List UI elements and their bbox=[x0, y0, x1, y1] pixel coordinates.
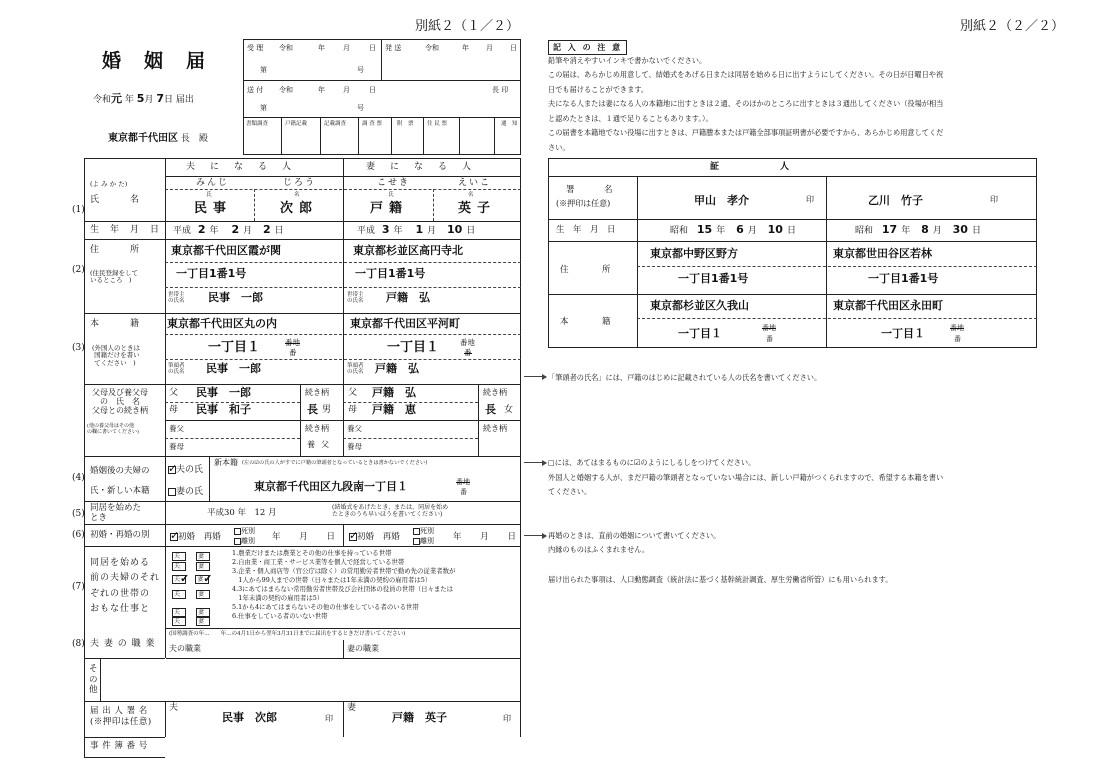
wife-householder: 戸籍 弘 bbox=[386, 291, 430, 304]
husband-father: 民事 一郎 bbox=[196, 386, 251, 399]
wife-column-header: 妻 に な る 人 bbox=[366, 162, 475, 172]
witness-1-address-1: 東京都中野区野方 bbox=[650, 247, 738, 260]
husband-kana-first: じろう bbox=[283, 178, 317, 188]
witness-2-honseki-2: 一丁目１ bbox=[881, 327, 925, 340]
witness-table bbox=[548, 158, 1037, 348]
wife-mother: 戸籍 恵 bbox=[372, 403, 416, 416]
husband-signature: 民事 次郎 bbox=[222, 711, 277, 724]
witness-2-birth: 昭和 17 年 8 月 30 日 bbox=[855, 223, 981, 236]
page-1-label: 別紙２（１／２） bbox=[415, 19, 520, 34]
wife-remarriage[interactable]: ✓ 初婚 再婚 bbox=[349, 530, 400, 542]
wife-father: 戸籍 弘 bbox=[372, 386, 416, 399]
wife-surname-choice[interactable]: 妻の氏 bbox=[168, 484, 203, 497]
witness-1-birth: 昭和 15 年 6 月 10 日 bbox=[670, 223, 796, 236]
wife-kana-first: えいこ bbox=[458, 178, 492, 188]
husband-surname-choice[interactable]: ✓夫の氏 bbox=[168, 462, 203, 475]
wife-relation: 長 bbox=[485, 403, 496, 416]
filing-date: 令和元 年 5月 7日 届出 bbox=[93, 92, 194, 105]
husband-first-name: 次郎 bbox=[280, 201, 319, 216]
wife-honseki-2: 一丁目１ bbox=[387, 340, 440, 355]
wife-hittousha: 戸籍 弘 bbox=[375, 362, 419, 375]
witness-1-address-2: 一丁目1番1号 bbox=[678, 272, 749, 285]
addressee: 東京都千代田区 長 殿 bbox=[108, 133, 208, 144]
wife-last-name: 戸籍 bbox=[370, 201, 409, 216]
husband-householder: 民事 一郎 bbox=[208, 291, 263, 304]
stats-note: 届け出られた事項は、人口動態調査（統計法に基づく基幹統計調査、厚生労働省所管）にも用いられます。 bbox=[548, 575, 893, 584]
witness-2-name: 乙川 竹子 bbox=[868, 194, 923, 207]
husband-address-2: 一丁目1番1号 bbox=[176, 267, 247, 280]
wife-honseki-1: 東京都千代田区平河町 bbox=[350, 317, 460, 330]
witness-2-address-2: 一丁目1番1号 bbox=[868, 272, 939, 285]
witness-1-honseki-1: 東京都杉並区久我山 bbox=[650, 299, 749, 312]
husband-remarriage[interactable]: ✓ 初婚 再婚 bbox=[170, 530, 221, 542]
wife-kana-last: こせき bbox=[377, 178, 411, 188]
husband-column-header: 夫 に な る 人 bbox=[186, 162, 295, 172]
wife-address-1: 東京都杉並区高円寺北 bbox=[353, 244, 463, 257]
cohabit-date: 平成30 年 12 月 bbox=[207, 508, 277, 518]
wife-address-2: 一丁目1番1号 bbox=[355, 267, 426, 280]
husband-honseki-2: 一丁目１ bbox=[208, 340, 261, 355]
witness-2-honseki-1: 東京都千代田区永田町 bbox=[833, 299, 943, 312]
husband-address-1: 東京都千代田区霞が関 bbox=[171, 244, 281, 257]
witness-2-address-1: 東京都世田谷区若林 bbox=[833, 247, 932, 260]
new-honseki-value: 東京都千代田区九段南一丁目１ bbox=[254, 480, 408, 493]
husband-hittousha: 民事 一郎 bbox=[206, 362, 261, 375]
husband-relation: 長 bbox=[307, 403, 318, 416]
witness-1-name: 甲山 孝介 bbox=[694, 194, 749, 207]
job-type-list: 1.農業だけまたは農業とその他の仕事を持っている世帯 2.自由業・商工業・サービス業等を個人で経営している世帯 3.企業・個人商店等（官公庁は除く）の常用勤労者世帯で勤め先の従業者数が 1人から99人までの世帯（日々または1年未満の契約の雇用者は5） 4.3にあてはまらない常用勤労者世帯及び会社団体の役員の世帯（日々または 1年未満の契約の雇用者は5） 5.1から4にあてはまらないその他の仕事をしている者のいる世帯 6.仕事をしている者のいない世帯 bbox=[232, 549, 456, 620]
husband-mother: 民事 和子 bbox=[196, 403, 251, 416]
wife-first-name: 英子 bbox=[458, 201, 497, 216]
witness-1-honseki-2: 一丁目１ bbox=[678, 327, 722, 340]
husband-birth-date: 平成 2 年 2 月 2 日 bbox=[173, 223, 284, 236]
husband-last-name: 民事 bbox=[194, 201, 233, 216]
form-title: 婚 姻 届 bbox=[102, 50, 208, 72]
husband-kana-last: みんじ bbox=[196, 178, 230, 188]
wife-birth-date: 平成 3 年 1 月 10 日 bbox=[357, 223, 476, 236]
office-box bbox=[243, 39, 521, 155]
wife-signature: 戸籍 英子 bbox=[392, 711, 447, 724]
husband-honseki-1: 東京都千代田区丸の内 bbox=[167, 317, 277, 330]
page-2-label: 別紙２（２／２） bbox=[960, 19, 1065, 34]
hittousha-note: 「筆頭者の氏名」には、戸籍のはじめに記載されている人の氏名を書いてください。 bbox=[548, 373, 822, 382]
notes-header: 記 入 の 注 意 bbox=[548, 40, 627, 55]
